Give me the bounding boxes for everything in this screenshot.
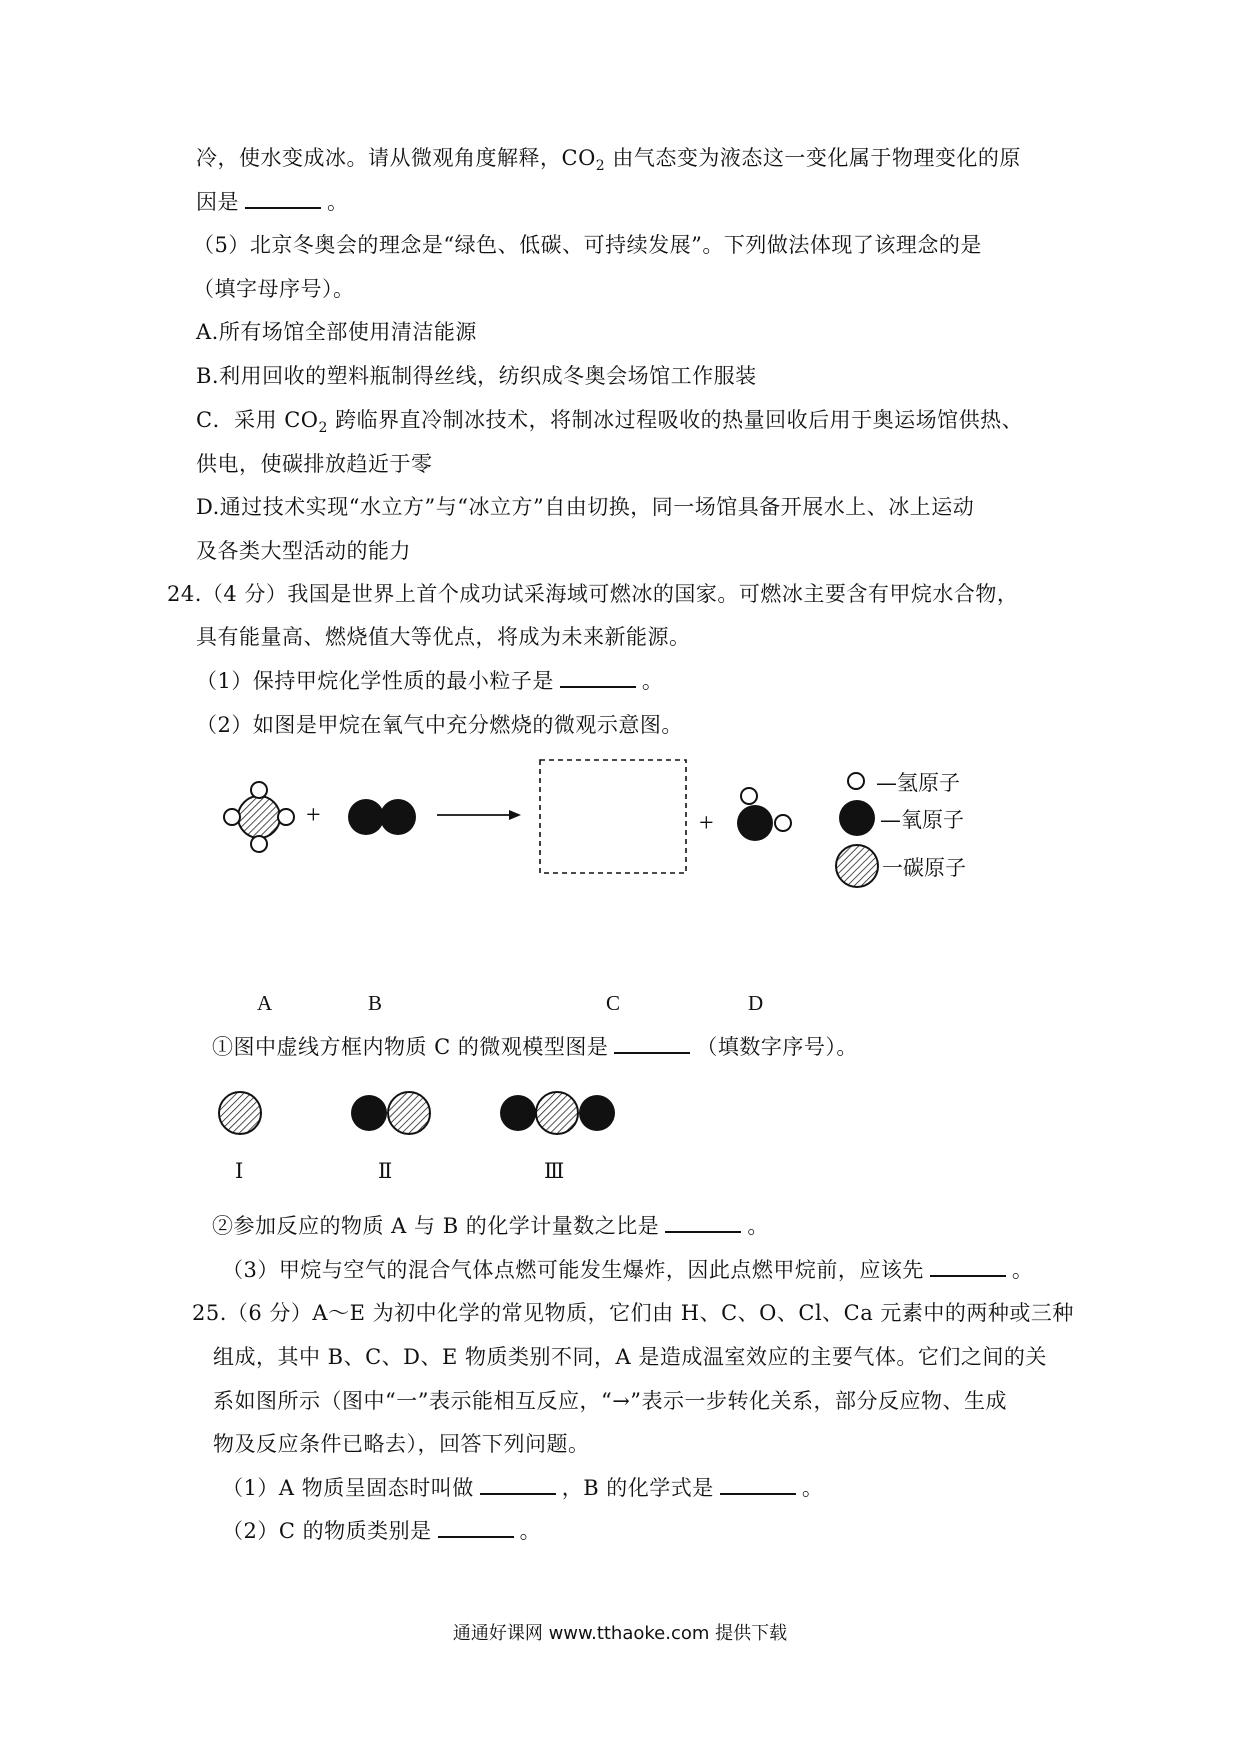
page-footer: 通通好课网 www.tthaoke.com 提供下载 bbox=[452, 1623, 788, 1644]
option-ii-label: Ⅱ bbox=[378, 1159, 393, 1183]
question-23-5: （5）北京冬奥会的理念是“绿色、低碳、可持续发展”。下列做法体现了该理念的是 bbox=[193, 233, 982, 257]
question-24-2: （2）如图是甲烷在氧气中充分燃烧的微观示意图。 bbox=[196, 713, 683, 737]
reaction-arrow bbox=[437, 810, 521, 820]
dashed-box-c bbox=[540, 760, 686, 873]
question-25-cont-1: 组成，其中 B、C、D、E 物质类别不同，A 是造成温室效应的主要气体。它们之间的关 bbox=[213, 1345, 1047, 1369]
question-25-2: （2）C 的物质类别是 。 bbox=[222, 1516, 541, 1546]
option-c-cont: 供电，使碳排放趋近于零 bbox=[196, 452, 433, 476]
option-c: C．采用 $CO_2$ 跨临界直冷制冰技术，将制冰过程吸收的热量回收后用于奥运场馆供热、 bbox=[196, 408, 1024, 437]
answer-blank[interactable] bbox=[438, 1516, 514, 1538]
question-24-2-1: ①图中虚线方框内物质 C 的微观模型图是 （填数字序号）。 bbox=[212, 1032, 858, 1062]
option-ii-model bbox=[351, 1092, 430, 1134]
option-i-model bbox=[219, 1092, 261, 1134]
water-molecule bbox=[737, 788, 791, 841]
answer-blank[interactable] bbox=[720, 1473, 796, 1495]
option-d-cont: 及各类大型活动的能力 bbox=[196, 539, 411, 563]
legend-hydrogen-symbol bbox=[848, 773, 864, 789]
option-d: D.通过技术实现“水立方”与“冰立方”自由切换，同一场馆具备开展水上、冰上运动 bbox=[196, 495, 975, 519]
legend-hydrogen: —氢原子 bbox=[876, 771, 960, 795]
label-a: A bbox=[257, 991, 273, 1015]
text-line-2: 因是 。 bbox=[196, 187, 349, 217]
option-iii-label: Ⅲ bbox=[544, 1159, 565, 1183]
answer-blank[interactable] bbox=[930, 1255, 1006, 1277]
question-24-cont: 具有能量高、燃烧值大等优点，将成为未来新能源。 bbox=[196, 625, 691, 649]
label-b: B bbox=[368, 991, 383, 1015]
text-line-4: （填字母序号）。 bbox=[193, 277, 355, 301]
legend-carbon: 一碳原子 bbox=[882, 856, 966, 880]
option-b: B.利用回收的塑料瓶制得丝线，纺织成冬奥会场馆工作服装 bbox=[196, 364, 757, 388]
text-line-1: 冷，使水变成冰。请从微观角度解释，$CO_2$ 由气态变为液态这一变化属于物理变化的原 bbox=[196, 146, 1021, 175]
answer-blank[interactable] bbox=[665, 1211, 741, 1233]
question-24-3: （3）甲烷与空气的混合气体点燃可能发生爆炸，因此点燃甲烷前，应该先 。 bbox=[222, 1255, 1033, 1285]
plus-sign: + bbox=[699, 808, 714, 837]
label-d: D bbox=[748, 991, 764, 1015]
answer-blank[interactable] bbox=[480, 1473, 556, 1495]
answer-blank[interactable] bbox=[614, 1032, 690, 1054]
legend-oxygen: —氧原子 bbox=[880, 808, 964, 832]
question-25-cont-2: 系如图所示（图中“一”表示能相互反应，“→”表示一步转化关系，部分反应物、生成 bbox=[213, 1389, 1008, 1413]
legend-carbon-symbol bbox=[836, 845, 878, 887]
option-i-label: Ⅰ bbox=[235, 1159, 244, 1183]
oxygen-molecule bbox=[348, 799, 416, 835]
legend-oxygen-symbol bbox=[839, 800, 875, 836]
question-25-1: （1）A 物质呈固态时叫做 ，B 的化学式是 。 bbox=[222, 1473, 823, 1503]
question-24-2-2: ②参加反应的物质 A 与 B 的化学计量数之比是 。 bbox=[212, 1211, 769, 1241]
methane-molecule bbox=[224, 782, 294, 852]
plus-sign: + bbox=[306, 800, 321, 829]
option-a: A.所有场馆全部使用清洁能源 bbox=[196, 320, 477, 344]
question-25-cont-3: 物及反应条件已略去），回答下列问题。 bbox=[213, 1432, 590, 1456]
option-iii-model bbox=[500, 1092, 615, 1134]
label-c: C bbox=[606, 991, 621, 1015]
question-24-1: （1）保持甲烷化学性质的最小粒子是 。 bbox=[196, 666, 663, 696]
question-25: 25.（6 分）A～E 为初中化学的常见物质，它们由 H、C、O、Cl、Ca 元素中的两种或三种 bbox=[192, 1301, 1074, 1325]
question-24: 24.（4 分）我国是世界上首个成功试采海域可燃冰的国家。可燃冰主要含有甲烷水合物， bbox=[167, 582, 1019, 606]
